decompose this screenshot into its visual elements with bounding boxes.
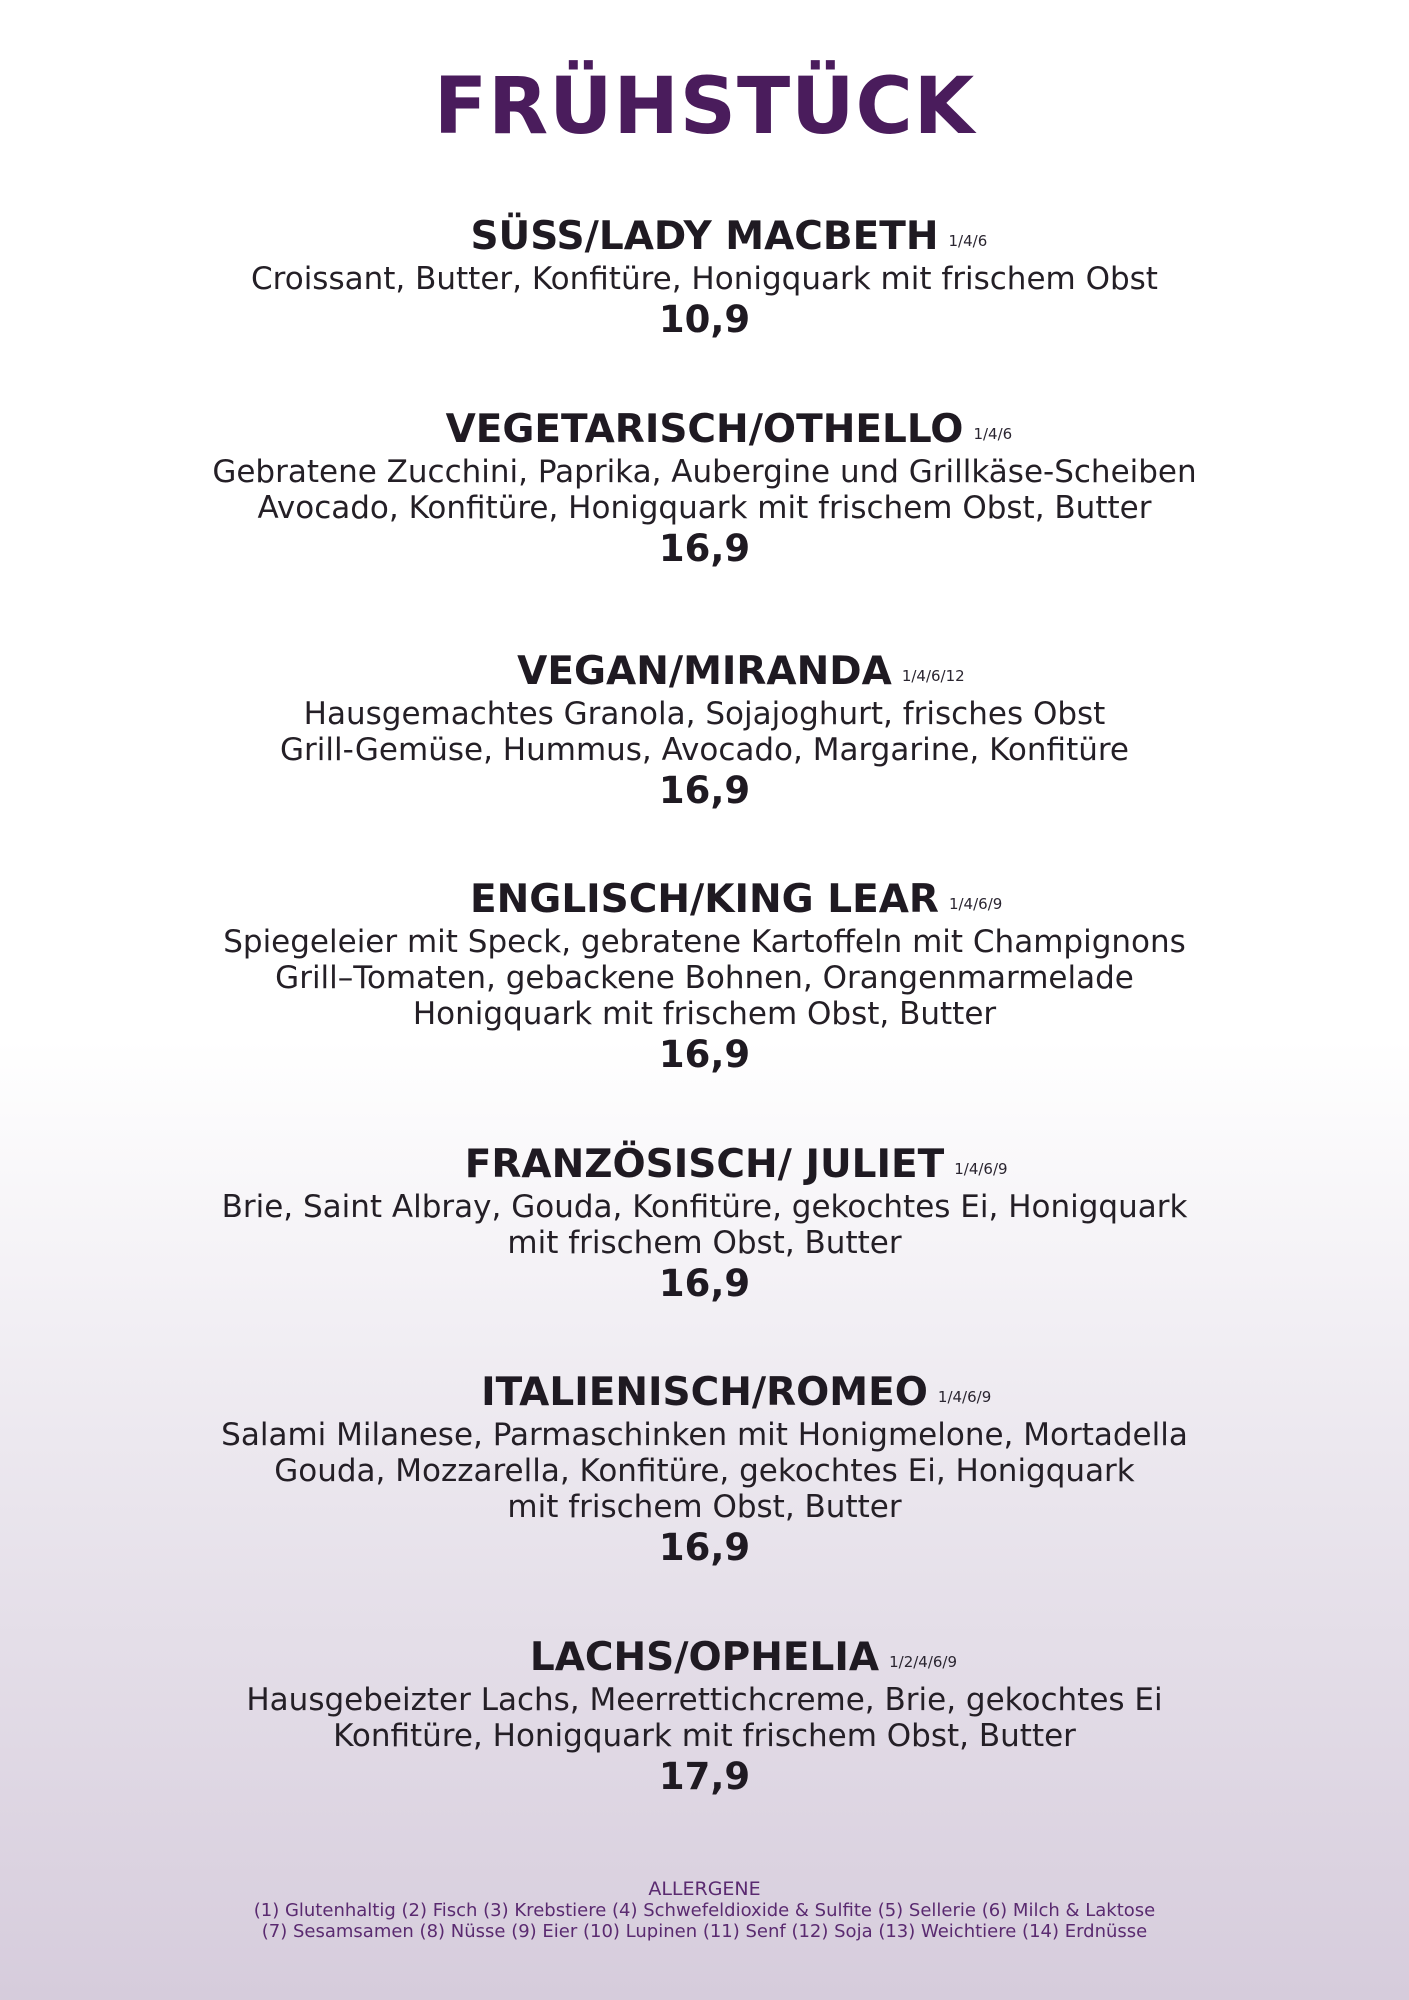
menu-item: [0, 876, 1409, 1078]
item-name-text: VEGAN/MIRANDA: [517, 649, 892, 694]
item-allergen-codes: 1/4/6: [973, 425, 1013, 443]
item-description: Gebratene Zucchini, Paprika, Aubergine und Grillkäse-Scheiben: [212, 454, 1197, 490]
item-name: [464, 1141, 1008, 1189]
item-description: Grill–Tomaten, gebackene Bohnen, Orangenmarmelade: [275, 960, 1134, 996]
item-price: 16,9: [658, 1526, 751, 1569]
item-name-text: ITALIENISCH/ROMEO: [481, 1370, 928, 1415]
item-allergen-codes: 1/4/6/9: [954, 1160, 1008, 1178]
allergen-heading: ALLERGENE: [648, 1878, 761, 1900]
page-title: FRÜHSTÜCK: [433, 62, 976, 152]
item-name-text: ENGLISCH/KING LEAR: [470, 877, 939, 922]
item-name: [517, 648, 965, 696]
menu-item: [0, 406, 1409, 572]
item-name: [470, 213, 988, 261]
item-name-text: LACHS/OPHELIA: [529, 1635, 880, 1680]
item-price: 16,9: [658, 1262, 751, 1305]
menu-item: [0, 1141, 1409, 1307]
item-name: [529, 1634, 958, 1682]
item-allergen-codes: 1/4/6/12: [901, 667, 965, 685]
allergen-line: (7) Sesamsamen (8) Nüsse (9) Eier (10) Lupinen (11) Senf (12) Soja (13) Weichtiere (14) Erdnüsse: [261, 1921, 1148, 1942]
item-description: Croissant, Butter, Konfitüre, Honigquark mit frischem Obst: [251, 261, 1158, 297]
item-description: Salami Milanese, Parmaschinken mit Honigmelone, Mortadella: [221, 1417, 1188, 1453]
item-allergen-codes: 1/4/6/9: [937, 1388, 992, 1406]
item-description: Gouda, Mozzarella, Konfitüre, gekochtes Ei, Honigquark: [274, 1453, 1135, 1489]
item-price: 16,9: [658, 769, 751, 812]
item-price: 16,9: [658, 1033, 751, 1076]
menu-item: [0, 648, 1409, 814]
item-allergen-codes: 1/4/6/9: [948, 895, 1003, 913]
item-description: Hausgemachtes Granola, Sojajoghurt, frisches Obst: [303, 696, 1106, 732]
item-allergen-codes: 1/2/4/6/9: [889, 1653, 958, 1671]
item-description: mit frischem Obst, Butter: [507, 1489, 902, 1525]
item-description: Avocado, Konfitüre, Honigquark mit frischem Obst, Butter: [257, 490, 1152, 526]
menu-item: [0, 1369, 1409, 1571]
item-description: Honigquark mit frischem Obst, Butter: [412, 996, 997, 1032]
item-description: Brie, Saint Albray, Gouda, Konfitüre, gekochtes Ei, Honigquark: [221, 1189, 1188, 1225]
menu-item: [0, 213, 1409, 343]
item-description: Hausgebeizter Lachs, Meerrettichcreme, Brie, gekochtes Ei: [246, 1682, 1163, 1718]
item-price: 17,9: [658, 1755, 751, 1798]
item-name-text: FRANZÖSISCH/ JULIET: [464, 1142, 945, 1187]
allergen-legend: [0, 1879, 1409, 1942]
item-description: Konfitüre, Honigquark mit frischem Obst, Butter: [333, 1718, 1076, 1754]
menu-item: [0, 1634, 1409, 1800]
item-name-text: SÜSS/LADY MACBETH: [470, 214, 939, 259]
item-allergen-codes: 1/4/6: [948, 232, 988, 250]
item-name-text: VEGETARISCH/OTHELLO: [445, 407, 964, 452]
item-description: Grill-Gemüse, Hummus, Avocado, Margarine, Konfitüre: [279, 732, 1130, 768]
item-description: Spiegeleier mit Speck, gebratene Kartoffeln mit Champignons: [223, 924, 1186, 960]
item-price: 16,9: [658, 527, 751, 570]
item-name: [445, 406, 1013, 454]
item-price: 10,9: [658, 298, 751, 341]
item-name: [470, 876, 1003, 924]
allergen-line: (1) Glutenhaltig (2) Fisch (3) Krebstiere (4) Schwefeldioxide & Sulfite (5) Sellerie (6) Milch & Laktose: [253, 1900, 1156, 1921]
item-description: mit frischem Obst, Butter: [507, 1225, 902, 1261]
item-name: [481, 1369, 992, 1417]
